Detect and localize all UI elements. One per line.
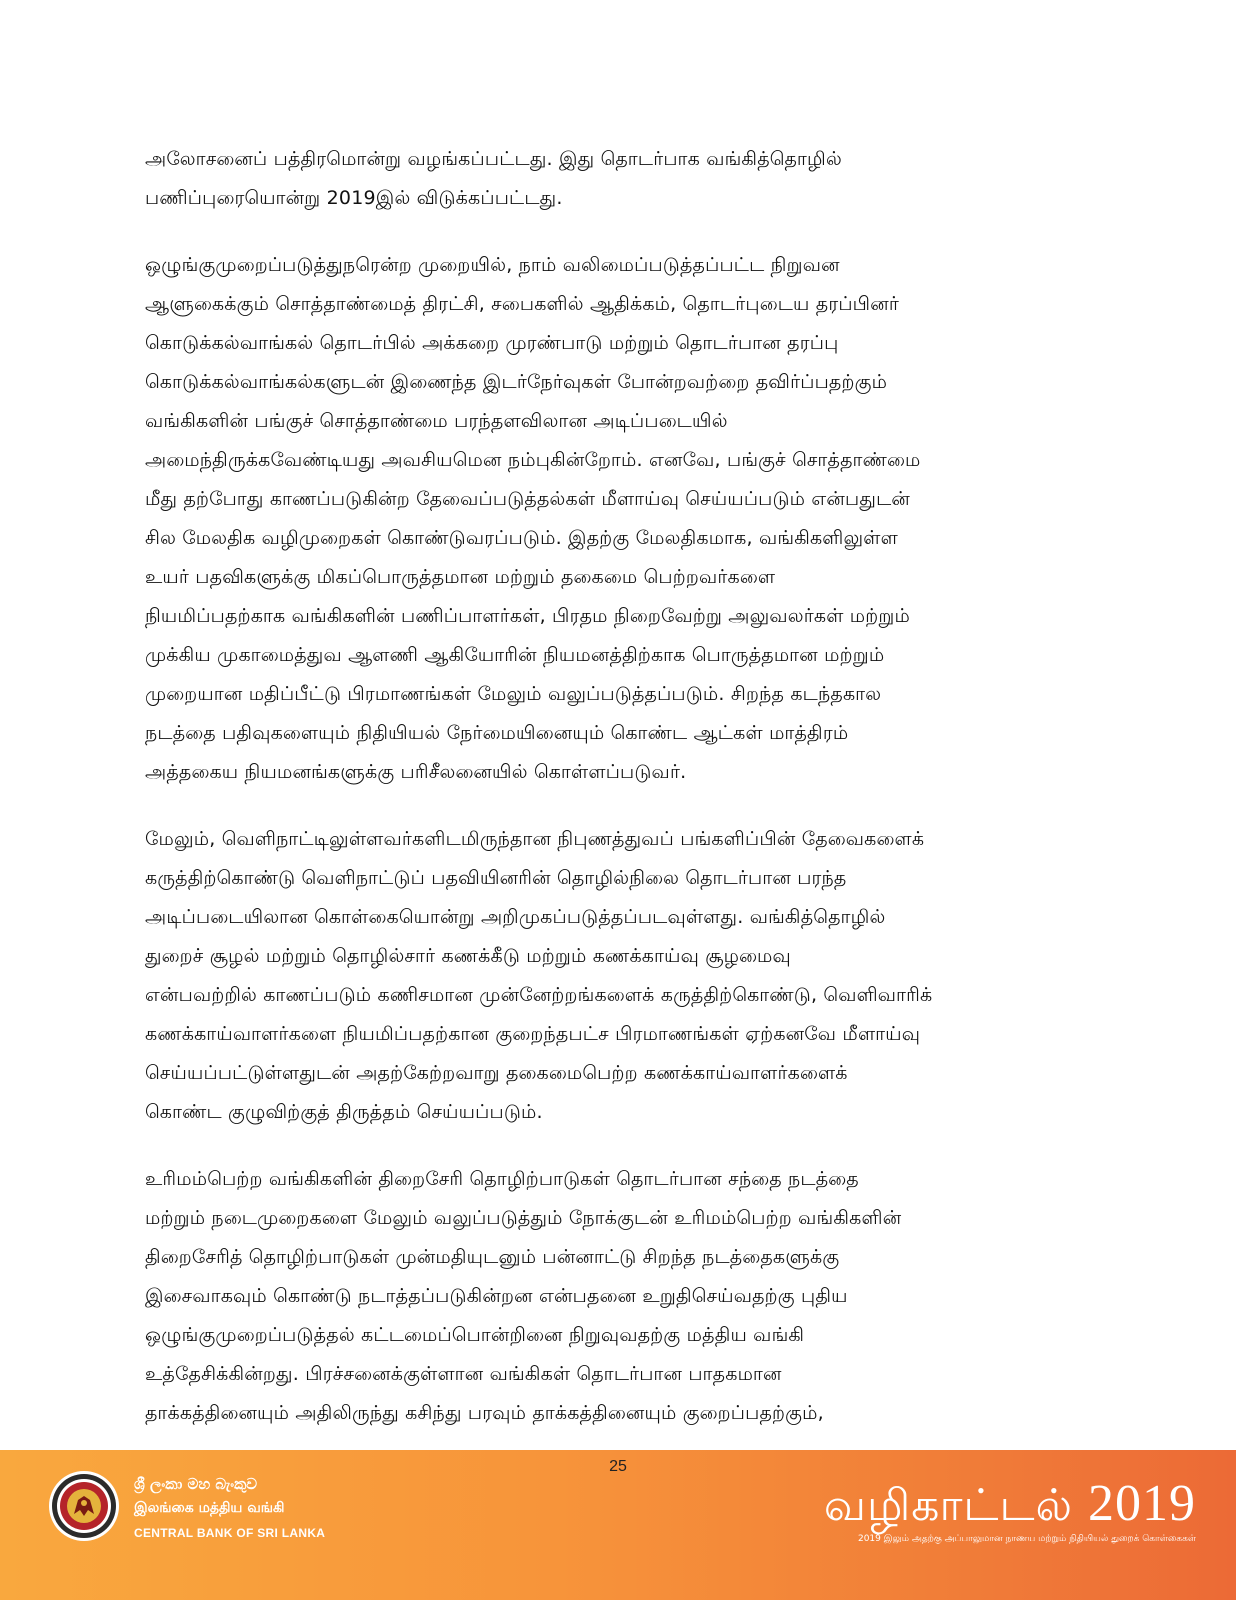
text-line: மீது தற்போது காணப்படுகின்ற தேவைப்படுத்தல்கள் மீளாய்வு செய்யப்படும் என்பதுடன்	[145, 488, 911, 510]
text-line: மேலும், வெளிநாட்டிலுள்ளவர்களிடமிருந்தான நிபுணத்துவப் பங்களிப்பின் தேவைகளைக்	[145, 828, 925, 850]
text-line: ஆளுகைக்கும் சொத்தாண்மைத் திரட்சி, சபைகளில் ஆதிக்கம், தொடர்புடைய தரப்பினர்	[145, 293, 899, 315]
publication-brand	[823, 1475, 1196, 1546]
text-line: ஒழுங்குமுறைப்படுத்தல் கட்டமைப்பொன்றினை நிறுவுவதற்கு மத்திய வங்கி	[145, 1324, 805, 1346]
publication-title-text: வழிகாட்டல்	[823, 1480, 1073, 1531]
paragraph	[145, 1160, 1080, 1433]
publication-title	[823, 1475, 1196, 1532]
text-line: நியமிப்பதற்காக வங்கிகளின் பணிப்பாளர்கள், பிரதம நிறைவேற்று அலுவலர்கள் மற்றும்	[145, 605, 910, 627]
text-line: வங்கிகளின் பங்குச் சொத்தாண்மை பரந்தளவிலான அடிப்படையில்	[145, 410, 728, 432]
page-number: 25	[609, 1458, 627, 1475]
paragraph	[145, 246, 1080, 792]
text-line: கொடுக்கல்வாங்கல் தொடர்பில் அக்கறை முரண்பாடு மற்றும் தொடர்பான தரப்பு	[145, 332, 839, 354]
bank-name-block	[134, 1472, 394, 1546]
bank-name-english: CENTRAL BANK OF SRI LANKA	[134, 1526, 326, 1540]
text-line: அமைந்திருக்கவேண்டியது அவசியமென நம்புகின்றோம். எனவே, பங்குச் சொத்தாண்மை	[145, 449, 921, 471]
text-line: முறையான மதிப்பீட்டு பிரமாணங்கள் மேலும் வலுப்படுத்தப்படும். சிறந்த கடந்தகால	[145, 683, 882, 705]
text-line: சில மேலதிக வழிமுறைகள் கொண்டுவரப்படும். இதற்கு மேலதிகமாக, வங்கிகளிலுள்ள	[145, 527, 898, 549]
text-line: கொடுக்கல்வாங்கல்களுடன் இணைந்த இடர்நேர்வுகள் போன்றவற்றை தவிர்ப்பதற்கும்	[145, 371, 888, 393]
text-line: அலோசனைப் பத்திரமொன்று வழங்கப்பட்டது. இது தொடர்பாக வங்கித்தொழில்	[145, 148, 842, 170]
text-line: நடத்தை பதிவுகளையும் நிதியியல் நேர்மையினையும் கொண்ட ஆட்கள் மாத்திரம்	[145, 722, 849, 744]
bank-name-tamil: இலங்கை மத்திய வங்கி	[134, 1500, 285, 1516]
paragraph	[145, 820, 1080, 1132]
text-line: அடிப்படையிலான கொள்கையொன்று அறிமுகப்படுத்தப்படவுள்ளது. வங்கித்தொழில்	[145, 906, 886, 928]
text-line: தாக்கத்தினையும் அதிலிருந்து கசிந்து பரவும் தாக்கத்தினையும் குறைப்பதற்கும்,	[145, 1402, 824, 1424]
text-line: உரிமம்பெற்ற வங்கிகளின் திறைசேரி தொழிற்பாடுகள் தொடர்பான சந்தை நடத்தை	[145, 1168, 859, 1190]
text-line: என்பவற்றில் காணப்படும் கணிசமான முன்னேற்றங்களைக் கருத்திற்கொண்டு, வெளிவாரிக்	[145, 984, 933, 1006]
text-line: கணக்காய்வாளர்களை நியமிப்பதற்கான குறைந்தபட்ச பிரமாணங்கள் ஏற்கனவே மீளாய்வு	[145, 1023, 921, 1045]
publication-year: 2019	[1088, 1475, 1196, 1532]
text-line: திறைசேரித் தொழிற்பாடுகள் முன்மதியுடனும் பன்னாட்டு சிறந்த நடத்தைகளுக்கு	[145, 1246, 840, 1268]
text-line: கொண்ட குழுவிற்குத் திருத்தம் செய்யப்படும்.	[145, 1101, 543, 1123]
text-line: துறைச் சூழல் மற்றும் தொழில்சார் கணக்கீடு மற்றும் கணக்காய்வு சூழமைவு	[145, 945, 791, 967]
text-line: மற்றும் நடைமுறைகளை மேலும் வலுப்படுத்தும் நோக்குடன் உரிமம்பெற்ற வங்கிகளின்	[145, 1207, 902, 1229]
text-line: உத்தேசிக்கின்றது. பிரச்சனைக்குள்ளான வங்கிகள் தொடர்பான பாதகமான	[145, 1363, 782, 1385]
text-line: உயர் பதவிகளுக்கு மிகப்பொருத்தமான மற்றும் தகைமை பெற்றவர்களை	[145, 566, 776, 588]
central-bank-seal-icon	[48, 1470, 120, 1542]
publication-subtitle: 2019 இலும் அதற்கு அப்பாலுமான நாணய மற்றும் நிதியியல் துறைக் கொள்கைகள்	[857, 1534, 1196, 1544]
paragraph	[145, 140, 1080, 218]
text-line: பணிப்புரையொன்று 2019இல் விடுக்கப்பட்டது.	[145, 187, 563, 209]
text-line: ஒழுங்குமுறைப்படுத்துநரென்ற முறையில், நாம் வலிமைப்படுத்தப்பட்ட நிறுவன	[145, 254, 840, 276]
text-line: முக்கிய முகாமைத்துவ ஆளணி ஆகியோரின் நியமனத்திற்காக பொருத்தமான மற்றும்	[145, 644, 885, 666]
text-line: அத்தகைய நியமனங்களுக்கு பரிசீலனையில் கொள்ளப்படுவர்.	[145, 761, 687, 783]
document-body	[145, 140, 1080, 1461]
text-line: கருத்திற்கொண்டு வெளிநாட்டுப் பதவியினரின் தொழில்நிலை தொடர்பான பரந்த	[145, 867, 847, 889]
bank-name-sinhala: ශ්‍රී ලංකා මහ බැංකුව	[134, 1475, 258, 1493]
text-line: செய்யப்பட்டுள்ளதுடன் அதற்கேற்றவாறு தகைமைபெற்ற கணக்காய்வாளர்களைக்	[145, 1062, 848, 1084]
page-footer	[0, 1450, 1236, 1600]
text-line: இசைவாகவும் கொண்டு நடாத்தப்படுகின்றன என்பதனை உறுதிசெய்வதற்கு புதிய	[145, 1285, 848, 1307]
